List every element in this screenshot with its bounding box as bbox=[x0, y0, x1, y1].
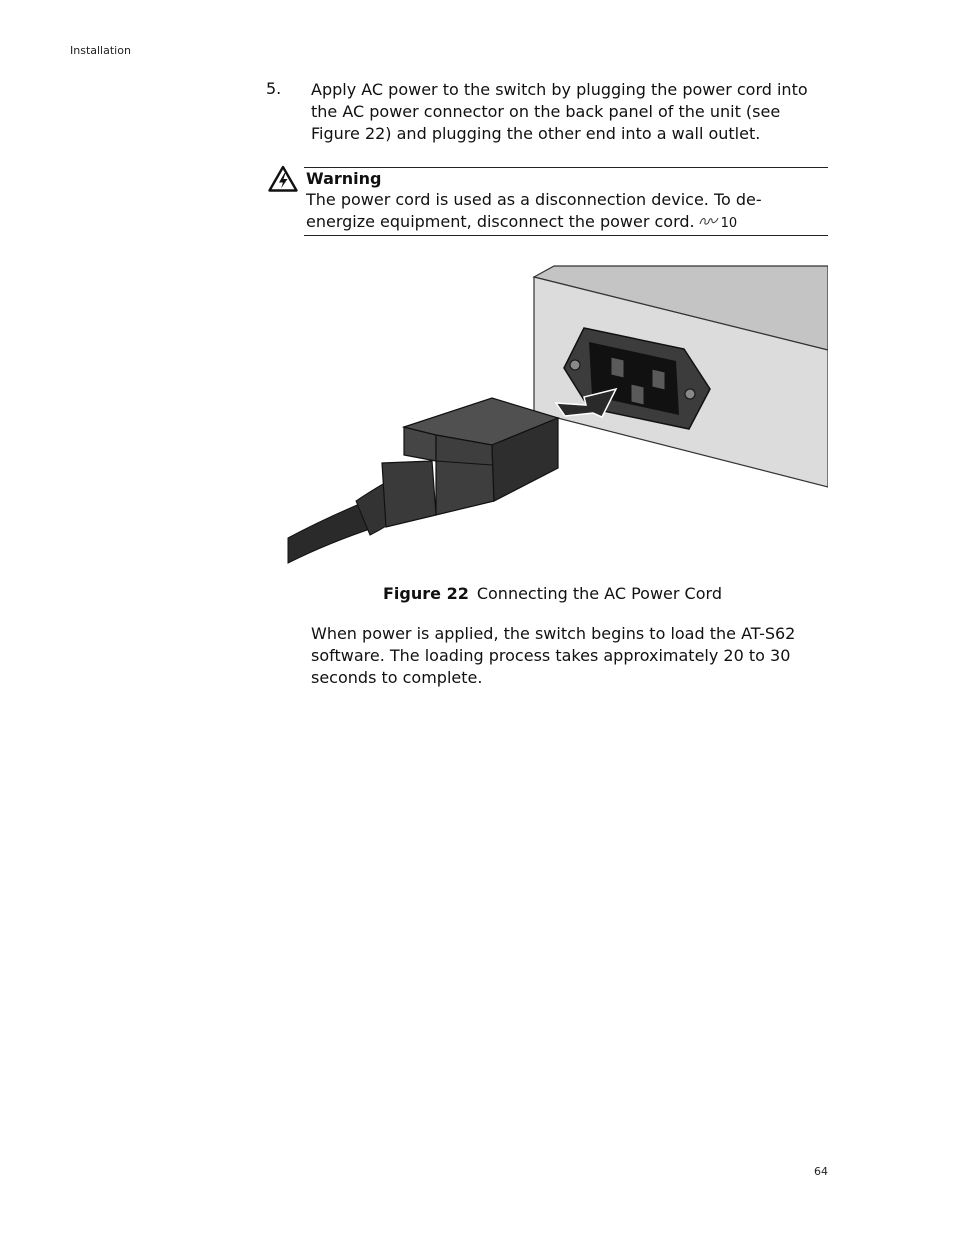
warning-triangle-icon bbox=[268, 165, 298, 192]
translation-reference-icon bbox=[699, 216, 719, 226]
step-text: Apply AC power to the switch by plugging the power cord into the AC power connector on the back panel of the unit (see Figure 22) and plugging the other end into a wall outlet. bbox=[311, 80, 808, 143]
page-number: 64 bbox=[814, 1165, 828, 1178]
body-paragraph: When power is applied, the switch begins to load the AT-S62 software. The loading process takes approximately 20 to 30 seconds to complete. bbox=[311, 624, 796, 687]
warning-text: The power cord is used as a disconnection device. To de-energize equipment, disconnect the power cord. bbox=[306, 190, 762, 231]
warning-title: Warning bbox=[306, 169, 382, 188]
running-header: Installation bbox=[70, 44, 131, 57]
power-cord-illustration bbox=[286, 265, 828, 567]
warning-rule-bottom bbox=[304, 235, 828, 236]
figure-label: Figure 22 bbox=[383, 584, 469, 603]
power-cord-plug bbox=[288, 398, 558, 563]
warning-body bbox=[306, 189, 826, 235]
warning-reference-number: 10 bbox=[720, 216, 738, 231]
figure-caption bbox=[383, 583, 722, 605]
figure-title: Connecting the AC Power Cord bbox=[476, 584, 722, 603]
warning-rule-top bbox=[304, 167, 828, 168]
step-number: 5. bbox=[266, 79, 282, 98]
